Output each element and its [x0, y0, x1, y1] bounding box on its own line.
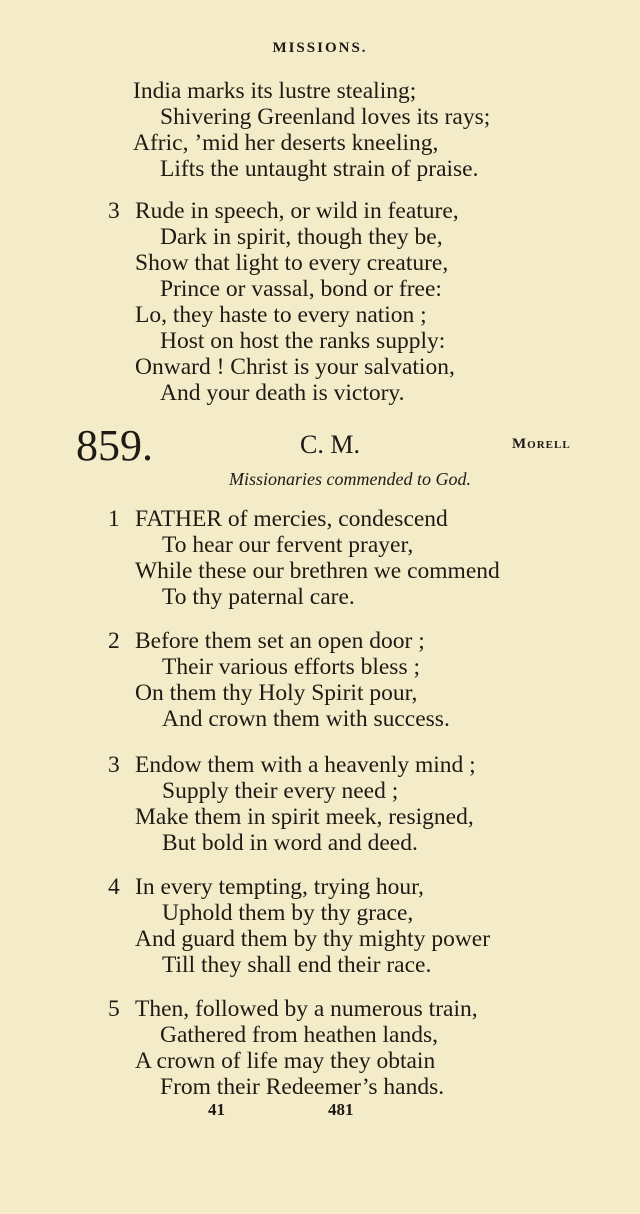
verse-line: Till they shall end their race. [162, 952, 432, 978]
hymn-meter: C. M. [300, 430, 360, 459]
page-number: 481 [328, 1100, 354, 1119]
verse-line: And your death is victory. [160, 380, 405, 406]
stanza-number: 3 [108, 752, 120, 778]
page-header: MISSIONS. [272, 40, 368, 56]
stanza-number: 5 [108, 996, 120, 1022]
verse-line: Before them set an open door ; [135, 628, 425, 654]
verse-line: And guard them by thy mighty power [135, 926, 491, 952]
verse-line: From their Redeemer’s hands. [160, 1074, 445, 1100]
verse-line: India marks its lustre stealing; [133, 78, 417, 104]
verse-line: Supply their every need ; [162, 778, 399, 804]
verse-line: Afric, ’mid her deserts kneeling, [133, 130, 439, 156]
verse-line: Dark in spirit, though they be, [160, 224, 443, 250]
verse-line: FATHER of mercies, condescend [135, 506, 448, 532]
stanza-number: 3 [108, 198, 120, 224]
verse-line: On them thy Holy Spirit pour, [135, 680, 418, 706]
verse-line: Lifts the untaught strain of praise. [160, 156, 479, 182]
verse-line: Shivering Greenland loves its rays; [160, 104, 491, 130]
hymn-number: 859. [76, 421, 153, 470]
verse-line: Endow them with a heavenly mind ; [135, 752, 476, 778]
hymn-composer: Morell [512, 436, 571, 452]
hymn-subtitle: Missionaries commended to God. [229, 469, 471, 489]
verse-line: Onward ! Christ is your salvation, [135, 354, 455, 380]
stanza-number: 2 [108, 628, 120, 654]
verse-line: But bold in word and deed. [162, 830, 418, 856]
stanza-number: 4 [108, 874, 120, 900]
verse-line: In every tempting, trying hour, [135, 874, 424, 900]
stanza-number: 1 [108, 506, 120, 532]
verse-line: To hear our fervent prayer, [162, 532, 414, 558]
verse-line: Uphold them by thy grace, [162, 900, 414, 926]
verse-line: Show that light to every creature, [135, 250, 449, 276]
signature-mark: 41 [208, 1100, 225, 1119]
verse-line: Gathered from heathen lands, [160, 1022, 438, 1048]
verse-line: And crown them with success. [162, 706, 450, 732]
verse-line: Rude in speech, or wild in feature, [135, 198, 459, 224]
verse-line: Then, followed by a numerous train, [135, 996, 478, 1022]
verse-line: To thy paternal care. [162, 584, 355, 610]
verse-line: Their various efforts bless ; [162, 654, 421, 680]
verse-line: Make them in spirit meek, resigned, [135, 804, 474, 830]
verse-line: Host on host the ranks supply: [160, 328, 446, 354]
verse-line: While these our brethren we commend [135, 558, 500, 584]
verse-line: A crown of life may they obtain [135, 1048, 436, 1074]
verse-line: Prince or vassal, bond or free: [160, 276, 442, 302]
verse-line: Lo, they haste to every nation ; [135, 302, 427, 328]
